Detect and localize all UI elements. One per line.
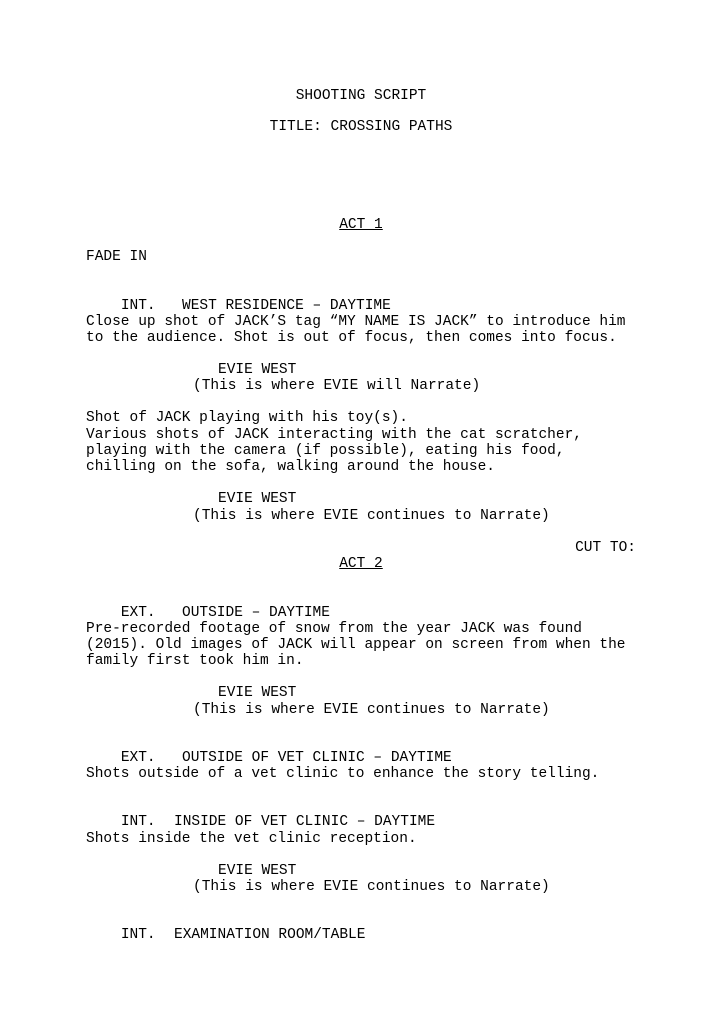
character-name: EVIE WEST [218,863,297,879]
character-name: EVIE WEST [218,362,297,378]
scene-prefix: INT. [120,927,156,943]
action-line: chilling on the sofa, walking around the house. [86,459,495,475]
scene-prefix: INT. [120,814,156,830]
action-line: playing with the camera (if possible), eating his food, [86,443,565,459]
scene-location: INSIDE OF VET CLINIC – DAYTIME [174,814,436,830]
action-line: Pre-recorded footage of snow from the year JACK was found [86,621,582,637]
parenthetical: (This is where EVIE continues to Narrate) [193,879,550,895]
scene-prefix: EXT. [120,605,156,621]
action-line: Various shots of JACK interacting with the cat scratcher, [86,427,582,443]
scene-location: WEST RESIDENCE – DAYTIME [182,298,391,314]
action-line: family first took him in. [86,653,304,669]
action-line: Shots outside of a vet clinic to enhance the story telling. [86,766,600,782]
act-heading-label: ACT 1 [339,217,383,233]
scene-location: OUTSIDE – DAYTIME [182,605,330,621]
action-line: to the audience. Shot is out of focus, then comes into focus. [86,330,617,346]
transition-fade-in: FADE IN [86,249,147,265]
document-type: SHOOTING SCRIPT [295,88,427,104]
parenthetical: (This is where EVIE will Narrate) [193,378,481,394]
script-title: TITLE: CROSSING PATHS [269,119,453,135]
character-name: EVIE WEST [218,491,297,507]
scene-location: OUTSIDE OF VET CLINIC – DAYTIME [182,750,452,766]
act-heading [0,556,722,572]
action-line: Close up shot of JACK’S tag “MY NAME IS JACK” to introduce him [86,314,626,330]
character-name: EVIE WEST [218,685,297,701]
action-line: Shots inside the vet clinic reception. [86,831,417,847]
action-line: Shot of JACK playing with his toy(s). [86,410,408,426]
transition-cut-to: CUT TO: [575,540,636,556]
scene-prefix: EXT. [120,750,156,766]
scene-location: EXAMINATION ROOM/TABLE [174,927,366,943]
parenthetical: (This is where EVIE continues to Narrate) [193,702,550,718]
parenthetical: (This is where EVIE continues to Narrate) [193,508,550,524]
scene-prefix: INT. [120,298,156,314]
act-heading [0,217,722,233]
act-heading-label: ACT 2 [339,556,383,572]
scene-heading [86,911,366,959]
action-line: (2015). Old images of JACK will appear on screen from when the [86,637,626,653]
